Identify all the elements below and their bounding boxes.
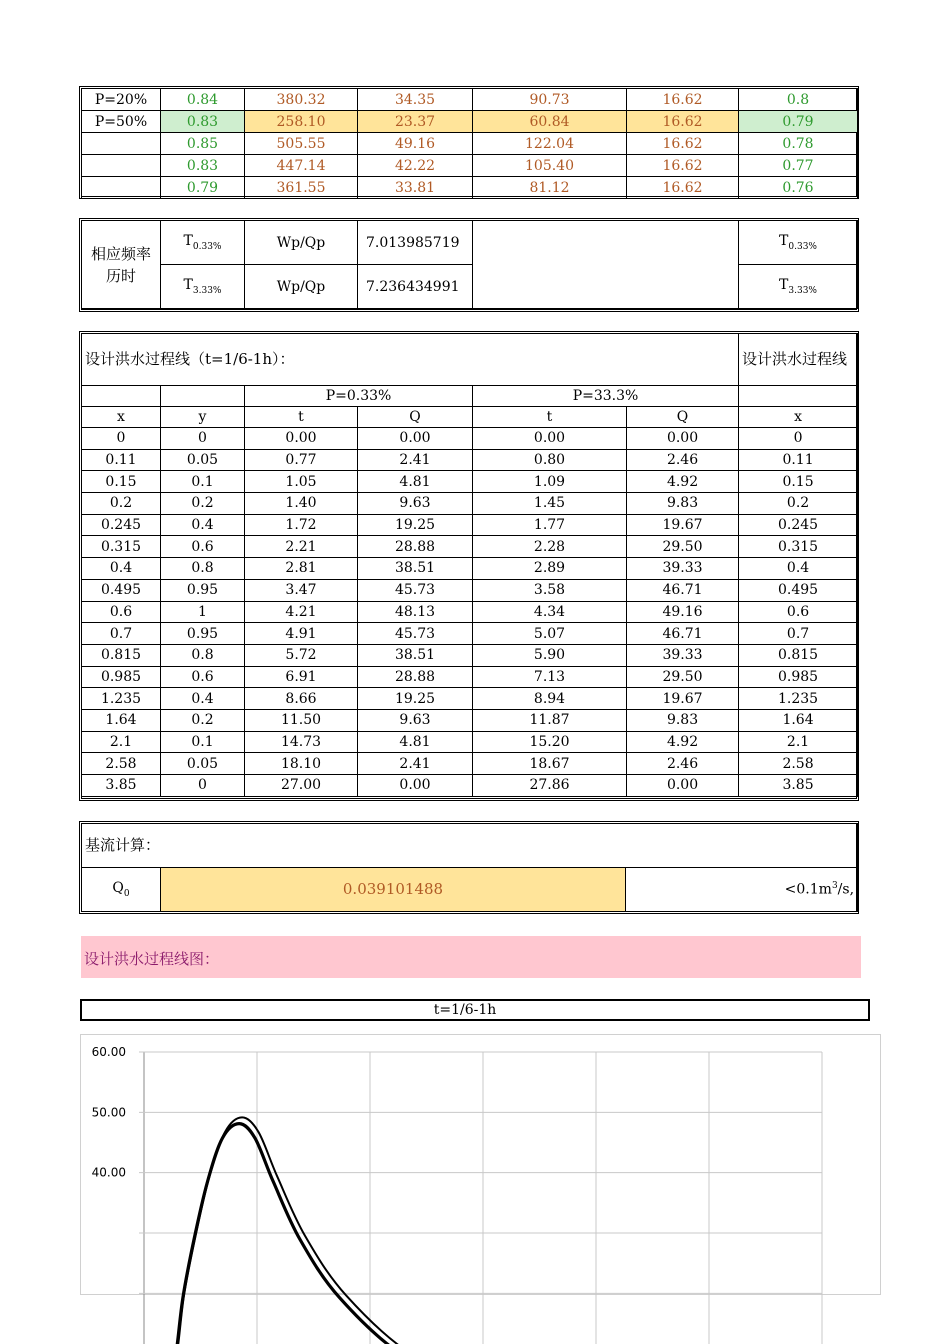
duration-label-line2: 历时 (105, 266, 136, 285)
frequency-cell-label: P=50% (82, 111, 161, 133)
baseflow-table (81, 823, 858, 912)
cell-y: 0.95 (161, 623, 245, 645)
cell-t2: 27.86 (473, 775, 627, 797)
y-tick-label: 60.00 (91, 1045, 126, 1059)
frequency-cell-c3: 42.22 (358, 155, 473, 177)
frequency-cell-c3: 49.16 (358, 133, 473, 155)
header-t-2: t (473, 407, 627, 428)
duration-value-2: 7.236434991 (358, 265, 473, 309)
cell-t1: 0.00 (245, 428, 358, 450)
cell-x-right: 0.11 (739, 449, 858, 471)
frequency-cell-label: P=20% (82, 89, 161, 111)
hydrograph-title-right: 设计洪水过程线 (739, 334, 858, 386)
cell-t1: 2.81 (245, 558, 358, 580)
duration-table (81, 220, 858, 309)
header-t-1: t (245, 407, 358, 428)
cell-x: 0 (82, 428, 161, 450)
table-row (82, 644, 858, 666)
frequency-cell-c6: 0.77 (739, 155, 858, 177)
cell-x-right: 0.815 (739, 644, 858, 666)
cell-q2: 2.46 (627, 449, 739, 471)
cell-y: 0.2 (161, 709, 245, 731)
cell-t2: 15.20 (473, 731, 627, 753)
frequency-cell-c1: 0.83 (161, 111, 245, 133)
cell-t2: 5.07 (473, 623, 627, 645)
frequency-row (82, 111, 858, 133)
cell-t2: 2.89 (473, 558, 627, 580)
frequency-cell-label (82, 133, 161, 155)
cell-t1: 4.91 (245, 623, 358, 645)
cell-x-right: 0.315 (739, 536, 858, 558)
t-033-symbol: T (183, 232, 193, 249)
hydrograph-title: 设计洪水过程线（t=1/6-1h）： (82, 334, 739, 386)
cell-x-right: 0.6 (739, 601, 858, 623)
cell-x-right: 0 (739, 428, 858, 450)
frequency-cell-c4: 81.12 (473, 177, 627, 199)
cell-t2: 1.09 (473, 471, 627, 493)
cell-t2: 1.45 (473, 493, 627, 515)
frequency-cell-c4: 60.84 (473, 111, 627, 133)
cell-t2: 3.58 (473, 579, 627, 601)
cell-q2: 39.33 (627, 644, 739, 666)
ratio-cell-2: Wp/Qp (245, 265, 358, 309)
t-033-subscript: 0.33% (192, 241, 222, 252)
cell-x: 0.7 (82, 623, 161, 645)
table-row (82, 579, 858, 601)
cell-x: 0.815 (82, 644, 161, 666)
table-row (82, 601, 858, 623)
cell-t1: 1.05 (245, 471, 358, 493)
cell-x-right: 0.2 (739, 493, 858, 515)
cell-x: 1.64 (82, 709, 161, 731)
frequency-cell-c2: 258.10 (245, 111, 358, 133)
cell-q1: 0.00 (358, 428, 473, 450)
frequency-cell-c4: 122.04 (473, 133, 627, 155)
cell-q2: 19.67 (627, 514, 739, 536)
cell-t2: 7.13 (473, 666, 627, 688)
cell-x: 0.11 (82, 449, 161, 471)
cell-y: 0.8 (161, 558, 245, 580)
right-t-333-cell (739, 265, 858, 309)
cell-x: 0.245 (82, 514, 161, 536)
cell-q2: 46.71 (627, 579, 739, 601)
duration-blank-cell (473, 221, 739, 309)
cell-x-right: 0.495 (739, 579, 858, 601)
frequency-cell-c4: 105.40 (473, 155, 627, 177)
header-q-1: Q (358, 407, 473, 428)
cell-t2: 1.77 (473, 514, 627, 536)
frequency-row (82, 133, 858, 155)
cell-y: 0.95 (161, 579, 245, 601)
cell-x-right: 0.7 (739, 623, 858, 645)
table-row (82, 688, 858, 710)
cell-t1: 8.66 (245, 688, 358, 710)
header-q-2: Q (627, 407, 739, 428)
cell-q1: 38.51 (358, 644, 473, 666)
frequency-cell-c5: 16.62 (627, 89, 739, 111)
q0-label (82, 868, 161, 912)
cell-t1: 14.73 (245, 731, 358, 753)
frequency-cell-c2: 380.32 (245, 89, 358, 111)
cell-q2: 4.92 (627, 471, 739, 493)
table-row (82, 709, 858, 731)
cell-x: 0.6 (82, 601, 161, 623)
frequency-cell-c2: 447.14 (245, 155, 358, 177)
cell-t2: 5.90 (473, 644, 627, 666)
frequency-cell-c5: 16.62 (627, 133, 739, 155)
table-row (82, 471, 858, 493)
cell-t2: 11.87 (473, 709, 627, 731)
cell-q1: 2.41 (358, 753, 473, 775)
cell-q2: 29.50 (627, 666, 739, 688)
group-header-p033: P=0.33% (245, 386, 473, 407)
cell-x-right: 0.985 (739, 666, 858, 688)
table-row (82, 775, 858, 797)
right-t-333-symbol: T (779, 276, 789, 293)
chart-heading-band (81, 936, 861, 978)
cell-q1: 38.51 (358, 558, 473, 580)
baseflow-title: 基流计算： (82, 824, 858, 868)
table-row (82, 623, 858, 645)
frequency-row (82, 89, 858, 111)
cell-y: 0.1 (161, 471, 245, 493)
cell-y: 0.1 (161, 731, 245, 753)
table-row (82, 558, 858, 580)
hydrograph-table (81, 333, 858, 797)
cell-x: 0.985 (82, 666, 161, 688)
frequency-cell-c6: 0.76 (739, 177, 858, 199)
cell-x-right: 2.58 (739, 753, 858, 775)
cell-q2: 9.83 (627, 709, 739, 731)
cell-t1: 5.72 (245, 644, 358, 666)
cell-y: 0.6 (161, 666, 245, 688)
cell-t1: 18.10 (245, 753, 358, 775)
cell-x: 0.2 (82, 493, 161, 515)
cell-x-right: 2.1 (739, 731, 858, 753)
cell-q2: 4.92 (627, 731, 739, 753)
cell-q1: 28.88 (358, 536, 473, 558)
right-t-033-cell (739, 221, 858, 265)
table-row (82, 536, 858, 558)
cell-x: 0.315 (82, 536, 161, 558)
header-x-right: x (739, 407, 858, 428)
cell-t1: 3.47 (245, 579, 358, 601)
frequency-cell-c1: 0.79 (161, 177, 245, 199)
cell-q1: 9.63 (358, 493, 473, 515)
cell-t1: 0.77 (245, 449, 358, 471)
cell-y: 0.05 (161, 449, 245, 471)
header-y: y (161, 407, 245, 428)
chart-title-text: t=1/6-1h (433, 1002, 497, 1018)
chart-title-box (80, 999, 870, 1021)
cell-q2: 46.71 (627, 623, 739, 645)
cell-t1: 1.72 (245, 514, 358, 536)
frequency-row (82, 155, 858, 177)
duration-label-line1: 相应频率 (90, 244, 151, 263)
cell-t2: 4.34 (473, 601, 627, 623)
baseflow-note-sup: 3 (831, 881, 838, 892)
cell-y: 0.8 (161, 644, 245, 666)
baseflow-note-suffix: /s, (837, 881, 855, 898)
cell-q1: 2.41 (358, 449, 473, 471)
table-row (82, 731, 858, 753)
t-333-cell (161, 265, 245, 309)
q0-symbol: Q (112, 879, 124, 896)
cell-y: 1 (161, 601, 245, 623)
cell-t2: 2.28 (473, 536, 627, 558)
table-row (82, 753, 858, 775)
frequency-cell-c1: 0.85 (161, 133, 245, 155)
cell-q2: 49.16 (627, 601, 739, 623)
cell-t1: 4.21 (245, 601, 358, 623)
cell-q2: 19.67 (627, 688, 739, 710)
cell-t1: 6.91 (245, 666, 358, 688)
cell-t1: 11.50 (245, 709, 358, 731)
frequency-cell-c6: 0.79 (739, 111, 858, 133)
cell-x-right: 1.64 (739, 709, 858, 731)
y-tick-label: 50.00 (91, 1105, 126, 1120)
cell-q2: 39.33 (627, 558, 739, 580)
group-header-p333: P=33.3% (473, 386, 739, 407)
frequency-cell-label (82, 155, 161, 177)
frequency-cell-c5: 16.62 (627, 111, 739, 133)
cell-x: 3.85 (82, 775, 161, 797)
cell-x: 0.495 (82, 579, 161, 601)
baseflow-note-prefix: <0.1m (784, 881, 832, 898)
cell-y: 0 (161, 775, 245, 797)
cell-x-right: 0.15 (739, 471, 858, 493)
cell-y: 0.2 (161, 493, 245, 515)
right-t-033-symbol: T (779, 232, 789, 249)
q0-subscript: 0 (123, 888, 130, 899)
frequency-cell-c4: 90.73 (473, 89, 627, 111)
cell-y: 0.6 (161, 536, 245, 558)
cell-x: 2.58 (82, 753, 161, 775)
cell-t1: 2.21 (245, 536, 358, 558)
duration-label (82, 221, 161, 309)
t-333-symbol: T (183, 276, 193, 293)
cell-q1: 28.88 (358, 666, 473, 688)
cell-y: 0 (161, 428, 245, 450)
header-x: x (82, 407, 161, 428)
cell-q2: 29.50 (627, 536, 739, 558)
frequency-cell-label (82, 177, 161, 199)
group-blank-3 (739, 386, 858, 407)
cell-x-right: 0.245 (739, 514, 858, 536)
cell-q2: 0.00 (627, 775, 739, 797)
cell-q1: 48.13 (358, 601, 473, 623)
hydrograph-header-row (82, 407, 858, 428)
table-row (82, 493, 858, 515)
hydrograph-chart (80, 1034, 860, 1240)
table-row (82, 666, 858, 688)
cell-t2: 8.94 (473, 688, 627, 710)
frequency-cell-c5: 16.62 (627, 177, 739, 199)
cell-y: 0.4 (161, 514, 245, 536)
cell-x-right: 3.85 (739, 775, 858, 797)
cell-t1: 1.40 (245, 493, 358, 515)
cell-q2: 2.46 (627, 753, 739, 775)
cell-t2: 0.00 (473, 428, 627, 450)
cell-q1: 4.81 (358, 471, 473, 493)
cell-q1: 19.25 (358, 514, 473, 536)
y-tick-label: 40.00 (91, 1165, 126, 1180)
t-333-subscript: 3.33% (192, 285, 222, 296)
frequency-cell-c3: 34.35 (358, 89, 473, 111)
table-row (82, 514, 858, 536)
cell-q1: 0.00 (358, 775, 473, 797)
cell-q1: 45.73 (358, 579, 473, 601)
group-blank-1 (82, 386, 161, 407)
cell-t2: 0.80 (473, 449, 627, 471)
frequency-row (82, 177, 858, 199)
frequency-cell-c3: 23.37 (358, 111, 473, 133)
frequency-cell-c2: 505.55 (245, 133, 358, 155)
cell-x: 0.4 (82, 558, 161, 580)
frequency-table (81, 88, 858, 199)
chart-heading: 设计洪水过程线图： (84, 950, 220, 968)
table-row (82, 428, 858, 450)
right-t-033-subscript: 0.33% (788, 241, 817, 252)
cell-q1: 4.81 (358, 731, 473, 753)
cell-x: 1.235 (82, 688, 161, 710)
cell-y: 0.4 (161, 688, 245, 710)
frequency-cell-c1: 0.84 (161, 89, 245, 111)
chart-area-border (81, 1035, 881, 1295)
cell-q1: 19.25 (358, 688, 473, 710)
cell-x: 2.1 (82, 731, 161, 753)
cell-x-right: 0.4 (739, 558, 858, 580)
cell-q2: 9.83 (627, 493, 739, 515)
cell-q1: 9.63 (358, 709, 473, 731)
cell-q2: 0.00 (627, 428, 739, 450)
frequency-cell-c6: 0.78 (739, 133, 858, 155)
group-blank-2 (161, 386, 245, 407)
cell-x: 0.15 (82, 471, 161, 493)
cell-x-right: 1.235 (739, 688, 858, 710)
ratio-cell-1: Wp/Qp (245, 221, 358, 265)
frequency-cell-c1: 0.83 (161, 155, 245, 177)
baseflow-value: 0.039101488 (161, 868, 626, 912)
table-row (82, 449, 858, 471)
duration-value-1: 7.013985719 (358, 221, 473, 265)
cell-y: 0.05 (161, 753, 245, 775)
frequency-cell-c6: 0.8 (739, 89, 858, 111)
frequency-cell-c5: 16.62 (627, 155, 739, 177)
cell-t2: 18.67 (473, 753, 627, 775)
frequency-cell-c2: 361.55 (245, 177, 358, 199)
cell-q1: 45.73 (358, 623, 473, 645)
frequency-cell-c3: 33.81 (358, 177, 473, 199)
baseflow-note (626, 868, 858, 912)
t-033-cell (161, 221, 245, 265)
cell-t1: 27.00 (245, 775, 358, 797)
right-t-333-subscript: 3.33% (788, 285, 817, 296)
